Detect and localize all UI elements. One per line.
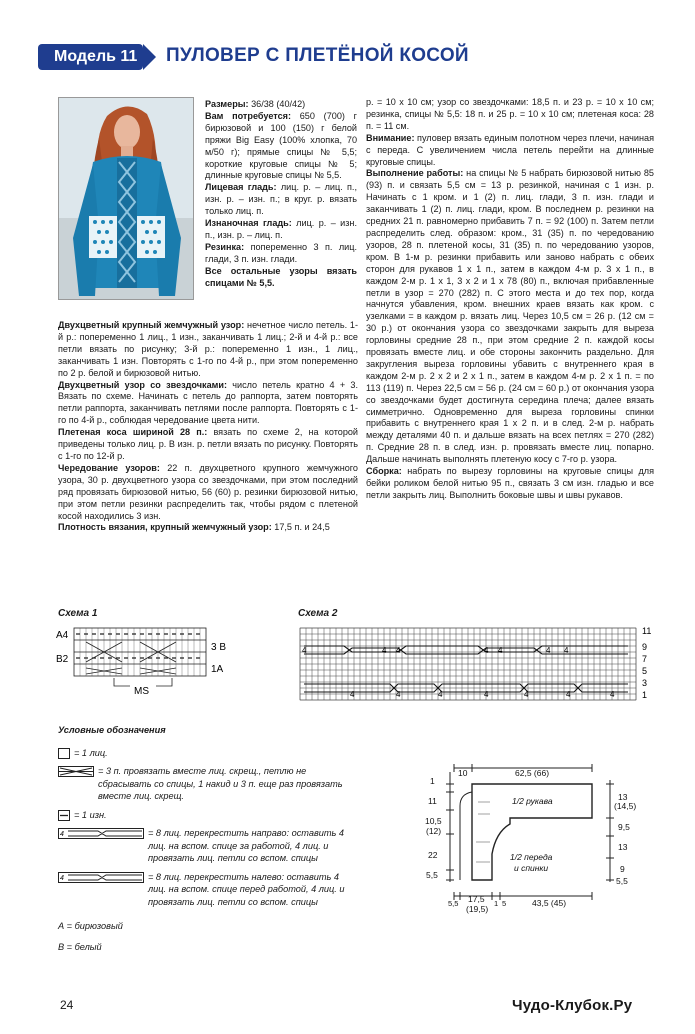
paragraph-heading: Резинка: bbox=[205, 241, 245, 252]
paragraph-heading: Вам потребуется: bbox=[205, 110, 291, 121]
paragraph-text: лиц. р. – лиц. п., изн. р. – изн. п.; в круг. р. вязать только лиц. п. bbox=[205, 182, 357, 217]
legend-color-a: А = бирюзовый bbox=[58, 921, 123, 931]
dim-bottom-1: 1 bbox=[494, 899, 499, 908]
legend-color-b: В = белый bbox=[58, 941, 102, 952]
scheme2-cable-mark: 4 bbox=[484, 690, 489, 699]
paragraph-text: вязать по схеме 2, на которой приведены только лиц. р. В изн. р. петли вязать по рисунку. Повторять с 1-го по 12-й р. bbox=[58, 427, 359, 461]
paragraph bbox=[205, 242, 357, 266]
scheme2-cable-mark: 4 bbox=[438, 690, 443, 699]
legend-item-star: = 3 п. провязать вместе лиц. скрещ., петлю не сбрасывать со спицы, 1 накид и 3 п. еще раз провязать вместе лиц. скрещ. bbox=[58, 765, 358, 803]
scheme2-cable-mark: 4 bbox=[396, 690, 401, 699]
paragraph bbox=[58, 463, 358, 523]
dim-right-14-5: (14,5) bbox=[614, 801, 637, 811]
paragraph-text: число петель кратно 4 + 3. Вязать по схеме. Начинать с петель до раппорта, затем повторять петли раппорта, заканчивать петлями после раппорта. Повторять с 1-го по 4-й р., соблюдая чередование цвета нити. bbox=[58, 379, 358, 426]
knit-symbol-icon bbox=[58, 748, 70, 759]
paragraph-heading: Плотность вязания, крупный жемчужный узор: bbox=[58, 522, 272, 533]
paragraph-heading: Двухцветный узор со звездочками: bbox=[58, 379, 227, 390]
paragraph-heading: Сборка: bbox=[366, 466, 402, 477]
paragraph bbox=[366, 466, 654, 502]
page-title: ПУЛОВЕР С ПЛЕТЁНОЙ КОСОЙ bbox=[166, 45, 469, 66]
scheme1-row-3b: 3 B bbox=[211, 642, 227, 653]
scheme1-row-a4: A4 bbox=[56, 630, 69, 641]
paragraph-text: лиц. р. – изн. п., изн. р. – лиц. п. bbox=[205, 218, 357, 240]
svg-text:4: 4 bbox=[60, 874, 64, 882]
cable-right-icon bbox=[58, 828, 144, 839]
scheme2-cable-mark: 4 bbox=[546, 646, 551, 655]
dim-left-22: 22 bbox=[428, 850, 438, 860]
legend-item-purl: = 1 изн. bbox=[58, 809, 358, 822]
dim-right-5-5: 5,5 bbox=[616, 876, 628, 886]
model-number-tab: Модель 11 bbox=[38, 44, 143, 70]
legend-item-cross-right: 4 = 8 лиц. перекрестить направо: оставить 4 лиц. на вспом. спице за работой, 4 лиц. и провязать лиц. петли со вспом. спицы bbox=[60, 828, 345, 863]
scheme2-row-1: 1 bbox=[642, 690, 648, 700]
text-patterns bbox=[58, 320, 358, 534]
purl-symbol-icon bbox=[58, 810, 70, 821]
scheme2-row-7: 7 bbox=[642, 654, 648, 664]
label-half-sleeve: 1/2 рукава bbox=[512, 796, 553, 806]
paragraph-heading: Все остальные узоры вязать спицами № 5,5. bbox=[205, 265, 357, 288]
paragraph-text: на спицы № 5 набрать бирюзовой нитью 85 (93) п. и связать 5,5 см = 13 р. резинкой, начиная с 1 изн. р. Начинать с 1 кром. и 1 (2) п. лиц. глади, 3 п. изн. глади и заканчивать 1 (2) п. лиц. глади, кром. В последнем р. резинки на средних 21 п. равномерно прибавить 7 п. = 92 (100) п. Затем петли распределить след. образом: кром., 31 (35) п. по чередованию узоров, 28 п. плетеной косы, 31 (35) п. по чередованию узоров, кром. В 1-м р. резинки прибавить или заново набрать с обеих сторон для рукавов 1 х 1 п., затем в каждом 4-м р. 3 х 1 п., в каждом 2-м р. 1 х 1, 3 х 2 и 1 х 78 (80) п., включая прибавленные петли в узор = 270 (282) п. С этого места и до тех пор, когда начнутся убавления, кром. внешних краев вязать как кром. с узелками = в каждом р. вязать лиц. Через 10,5 см = 26 р. (12 см = 30 р.) от окончания узора со звездочками закрыть для выреза горловины средние 28 п., при этом средние 2 п. каждой косы провязать вместе лиц. и обе стороны закончить раздельно. Для закругления выреза горловины убавить с внутреннего края в каждом 2-м р. 2 х 2 и 2 х 1 п., затем в каждом 4-м р. 2 х 1 п. = по 113 (119) п. Через 22,5 см = 56 р. (24 см = 60 р.) от окончания узора со звездочками будет достигнута середина плеча; далее вязать симметрично. Одновременно для выреза горловины спинки прибавить с внутреннего края 1 х 2 п. и в след. 2-м р. набрать между деталями 40 п. и дальше вязать на всех петлях = 270 (282) п. Средние 28 п. в след. изн. р. провязать вместе лиц. попарно. Дальше начинать выполнять плетеную косу с 7-го р. узора. bbox=[366, 168, 654, 465]
paragraph-text: пуловер вязать единым полотном через плечи, начиная с переда. С увеличением числа петель перейти на длинные круговые спицы. bbox=[366, 132, 654, 167]
paragraph-text: 36/38 (40/42) bbox=[248, 99, 306, 109]
scheme2-label: Схема 2 bbox=[298, 608, 338, 619]
paragraph-text: нечетное число петель. 1-й р.: попеременно 1 лиц., 1 изн., заканчивать 1 лиц.; 2-й и 4-й р.: все петли вязать по рисунку; 3-й р.: попеременно 1 изн., 1 лиц., заканчивать 1 изн. Повторять с 1-го по 4-й р., при этом попеременно по 2 р. белой и бирюзовой нитью. bbox=[58, 320, 358, 378]
dim-top-10: 10 bbox=[458, 768, 468, 778]
scheme2-cable-mark: 4 bbox=[566, 690, 571, 699]
paragraph-heading: Плетеная коса шириной 28 п.: bbox=[58, 427, 208, 438]
dim-bottom-5: 5 bbox=[502, 899, 507, 908]
paragraph bbox=[366, 168, 654, 466]
scheme2-cable-mark: 4 bbox=[396, 646, 401, 655]
page-header bbox=[38, 42, 668, 72]
paragraph-heading: Внимание: bbox=[366, 132, 415, 143]
dim-top-width: 62,5 (66) bbox=[515, 768, 550, 778]
label-and-back: и спинки bbox=[514, 863, 549, 873]
page-number: 24 bbox=[60, 998, 74, 1012]
paragraph bbox=[205, 111, 357, 182]
scheme2-cable-mark: 4 bbox=[350, 690, 355, 699]
paragraph bbox=[58, 380, 358, 428]
dim-left-5-5: 5,5 bbox=[426, 870, 438, 880]
dim-bottom-19-5: (19,5) bbox=[466, 904, 489, 914]
paragraph bbox=[366, 133, 654, 169]
dim-right-13b: 13 bbox=[618, 842, 628, 852]
label-half-front: 1/2 переда bbox=[510, 852, 553, 862]
paragraph bbox=[58, 320, 358, 380]
sweater-photo bbox=[58, 97, 194, 300]
paragraph-text: р. = 10 х 10 см; узор со звездочками: 18,5 п. и 23 р. = 10 х 10 см; резинка, спицы № 5,5: 18 п. и 25 р. = 10 х 10 см; плетеная коса: 28 п. = 11 см. bbox=[366, 97, 654, 131]
paragraph bbox=[205, 99, 357, 111]
svg-text:4: 4 bbox=[60, 831, 64, 838]
paragraph-heading: Лицевая гладь: bbox=[205, 182, 277, 193]
scheme2-row-9: 9 bbox=[642, 642, 648, 652]
dim-left-12: (12) bbox=[426, 826, 442, 836]
cable-left-icon bbox=[58, 872, 144, 883]
legend-title: Условные обозначения bbox=[58, 725, 166, 735]
scheme2-row-5: 5 bbox=[642, 666, 648, 676]
star-stitch-icon bbox=[58, 766, 94, 777]
paragraph-text: 22 п. двухцветного крупного жемчужного узора, 30 р. двухцветного узора со звездочками, при этом последний ряд провязать бирюзовой нитью, 56 (60) р. резинки бирюзовой нитью, при этом петли резинки распределить так, чтобы рядом с плетеной косой находились 3 изн. bbox=[58, 462, 358, 521]
paragraph-heading: Изнаночная гладь: bbox=[205, 218, 292, 229]
dim-right-9: 9 bbox=[620, 864, 625, 874]
paragraph bbox=[205, 218, 357, 242]
paragraph-text: попеременно 3 п. лиц. глади, 3 п. изн. глади. bbox=[205, 241, 357, 264]
scheme2-row-3: 3 bbox=[642, 678, 648, 688]
legend-item-cross-left: 4 = 8 лиц. перекрестить налево: оставить 4 лиц. на вспом. спице перед работой, 4 лиц. и провязать лиц. петли со вспом. спицы bbox=[60, 871, 345, 907]
legend bbox=[58, 724, 358, 953]
scheme1-ms: MS bbox=[134, 686, 149, 697]
paragraph-heading: Двухцветный крупный жемчужный узор: bbox=[58, 320, 245, 330]
scheme2-cable-mark: 4 bbox=[302, 646, 307, 655]
paragraph bbox=[58, 427, 358, 463]
scheme1-chart bbox=[56, 620, 246, 698]
site-watermark: Чудо-Клубок.Ру bbox=[512, 997, 633, 1014]
scheme2-cable-mark: 4 bbox=[564, 646, 569, 655]
scheme2-chart bbox=[298, 620, 658, 702]
dim-bottom-width: 43,5 (45) bbox=[532, 898, 567, 908]
paragraph bbox=[366, 97, 654, 133]
paragraph bbox=[205, 182, 357, 218]
text-sizes-materials bbox=[205, 99, 357, 290]
paragraph-heading: Выполнение работы: bbox=[366, 168, 464, 179]
scheme1-label: Схема 1 bbox=[58, 608, 98, 619]
legend-item-knit: = 1 лиц. bbox=[58, 747, 358, 760]
pattern-schematic bbox=[420, 762, 660, 922]
dim-right-9-5: 9,5 bbox=[618, 822, 630, 832]
scheme2-cable-mark: 4 bbox=[382, 646, 387, 655]
dim-bottom-17-5: 17,5 bbox=[468, 894, 485, 904]
paragraph-text: 17,5 п. и 24,5 bbox=[271, 522, 330, 533]
dim-right-13: 13 bbox=[618, 792, 628, 802]
dim-left-1: 1 bbox=[430, 776, 435, 786]
scheme2-cable-mark: 4 bbox=[498, 646, 503, 655]
text-instructions bbox=[366, 97, 654, 502]
scheme1-row-1a: 1A bbox=[211, 664, 224, 675]
scheme2-row-11: 11 bbox=[642, 626, 652, 636]
paragraph bbox=[58, 522, 358, 534]
scheme2-cable-mark: 4 bbox=[524, 690, 529, 699]
dim-left-11: 11 bbox=[428, 796, 437, 806]
scheme2-cable-mark: 4 bbox=[484, 646, 489, 655]
woman-in-sweater-icon bbox=[59, 98, 194, 300]
dim-bottom-5-5: 5,5 bbox=[448, 899, 459, 908]
paragraph-text: набрать по вырезу горловины на круговые спицы для бейки роликом белой нитью 95 п., связать 3 см изн. гладью и все петли закрыть лиц. Выполнить боковые швы и швы рукавов. bbox=[366, 466, 654, 500]
dim-left-10-5: 10,5 bbox=[425, 816, 442, 826]
paragraph-text: 650 (700) г бирюзовой и 100 (150) г белой пряжи Big Easy (100% хлопка, 70 м/50 г); прямые спицы № 5,5; короткие круговые спицы № 5; длинные круговые спицы № 5,5. bbox=[205, 110, 357, 181]
paragraph bbox=[205, 266, 357, 290]
paragraph-heading: Чередование узоров: bbox=[58, 462, 160, 473]
scheme1-row-b2: B2 bbox=[56, 654, 69, 665]
scheme2-cable-mark: 4 bbox=[610, 690, 615, 699]
paragraph-heading: Размеры: bbox=[205, 99, 249, 109]
